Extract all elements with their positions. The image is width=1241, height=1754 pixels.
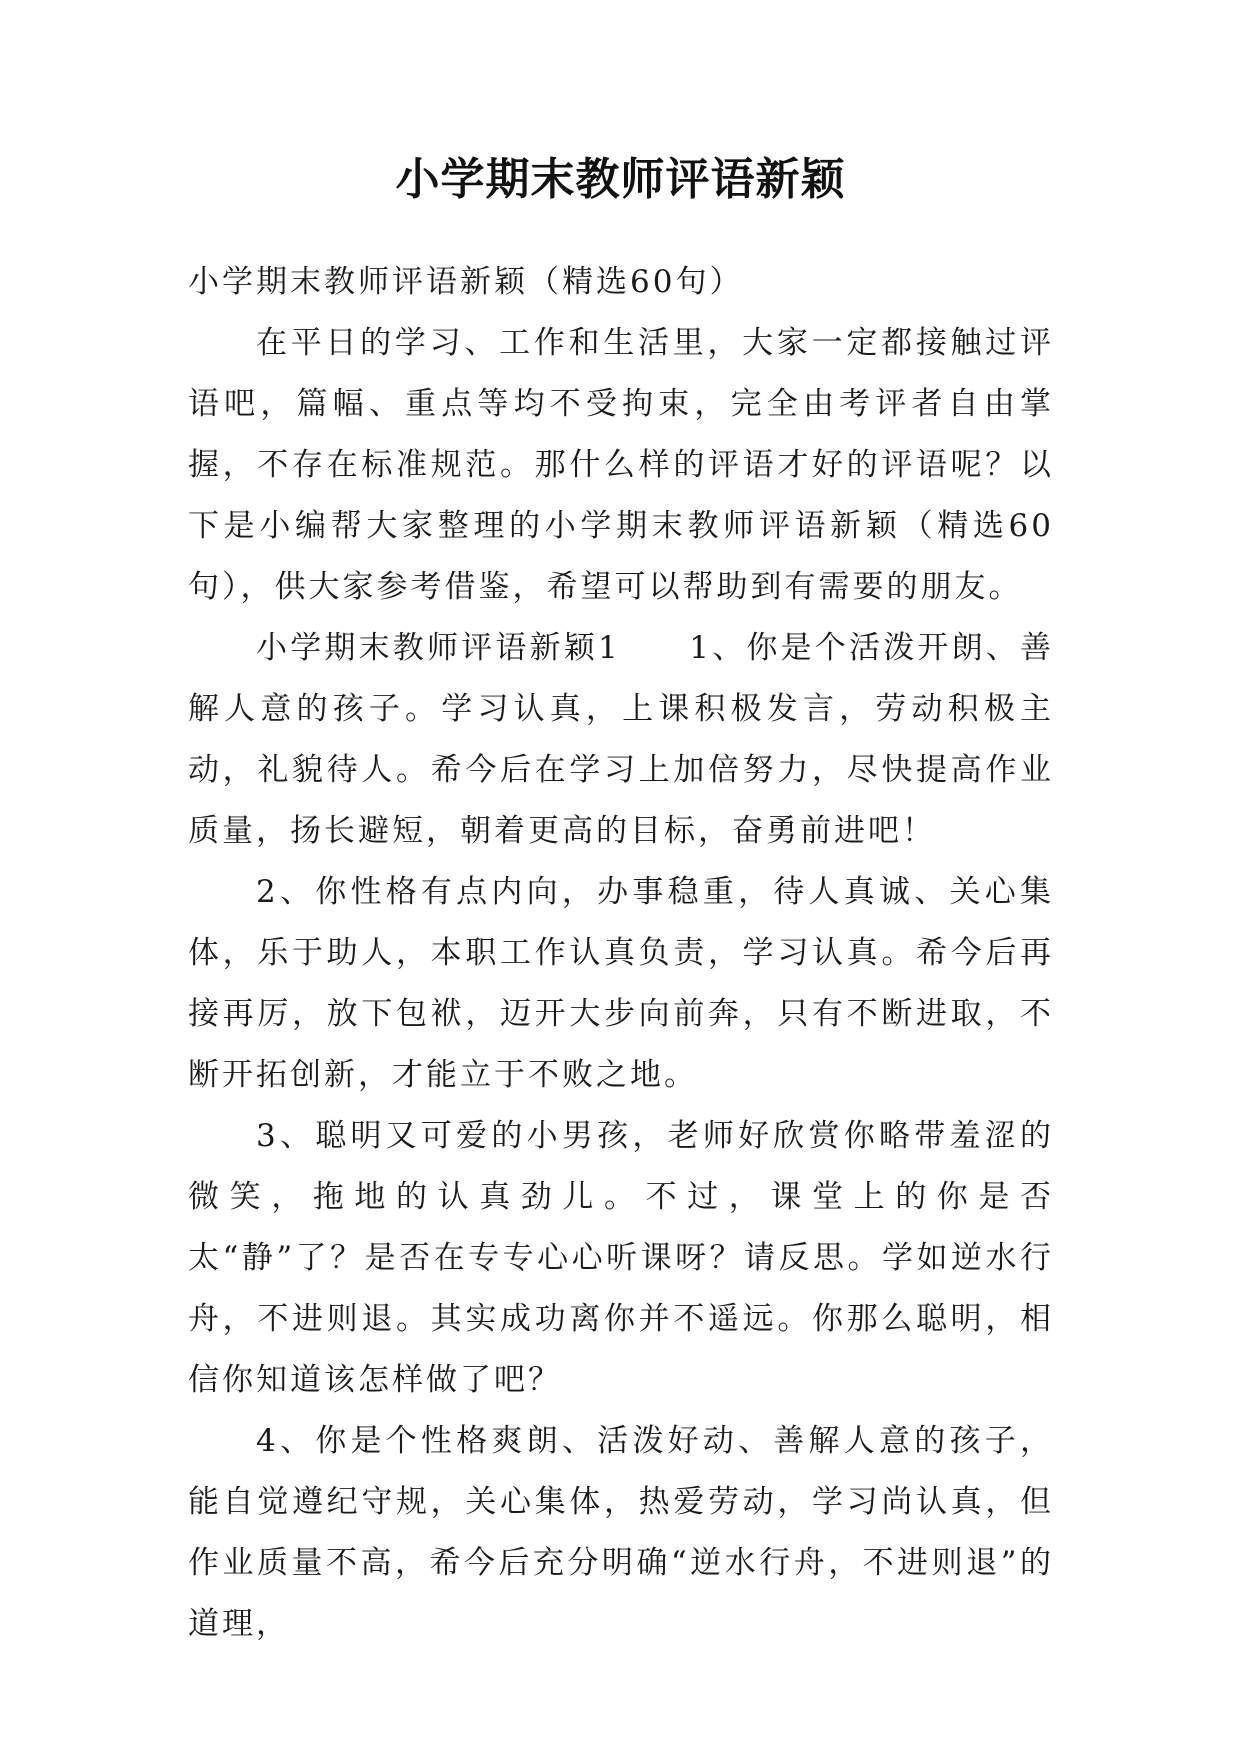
section-paragraph (188, 618, 1054, 862)
comment-4: 4、你是个性格爽朗、活泼好动、善解人意的孩子，能自觉遵纪守规，关心集体，热爱劳动，学习尚认真，但作业质量不高，希今后充分明确“逆水行舟，不进则退”的道理， (188, 1423, 1054, 1642)
comment-1: 1、你是个活泼开朗、善解人意的孩子。学习认真，上课积极发言，劳动积极主动，礼貌待人。希今后在学习上加倍努力，尽快提高作业质量，扬长避短，朝着更高的目标，奋勇前进吧！ (188, 630, 1054, 849)
intro-paragraph: 在平日的学习、工作和生活里，大家一定都接触过评语吧，篇幅、重点等均不受拘束，完全由考评者自由掌握，不存在标准规范。那什么样的评语才好的评语呢？以下是小编帮大家整理的小学期末教师评语新颖（精选60句），供大家参考借鉴，希望可以帮助到有需要的朋友。 (188, 325, 1054, 605)
document-subtitle: 小学期末教师评语新颖（精选60句） (188, 264, 744, 300)
section-heading: 小学期末教师评语新颖1 (256, 630, 621, 666)
comment-3: 3、聪明又可爱的小男孩，老师好欣赏你略带羞涩的微笑，拖地的认真劲儿。不过，课堂上的你是否太“静”了？是否在专专心心听课呀？请反思。学如逆水行舟，不进则退。其实成功离你并不遥远。你那么聪明，相信你知道该怎样做了吧？ (188, 1118, 1054, 1398)
document-body (188, 252, 1054, 1655)
comment-2: 2、你性格有点内向，办事稳重，待人真诚、关心集体，乐于助人，本职工作认真负责，学习认真。希今后再接再厉，放下包袱，迈开大步向前奔，只有不断进取，不断开拓创新，才能立于不败之地。 (188, 874, 1054, 1093)
section-gap (621, 630, 690, 666)
document-title: 小学期末教师评语新颖 (395, 154, 846, 205)
